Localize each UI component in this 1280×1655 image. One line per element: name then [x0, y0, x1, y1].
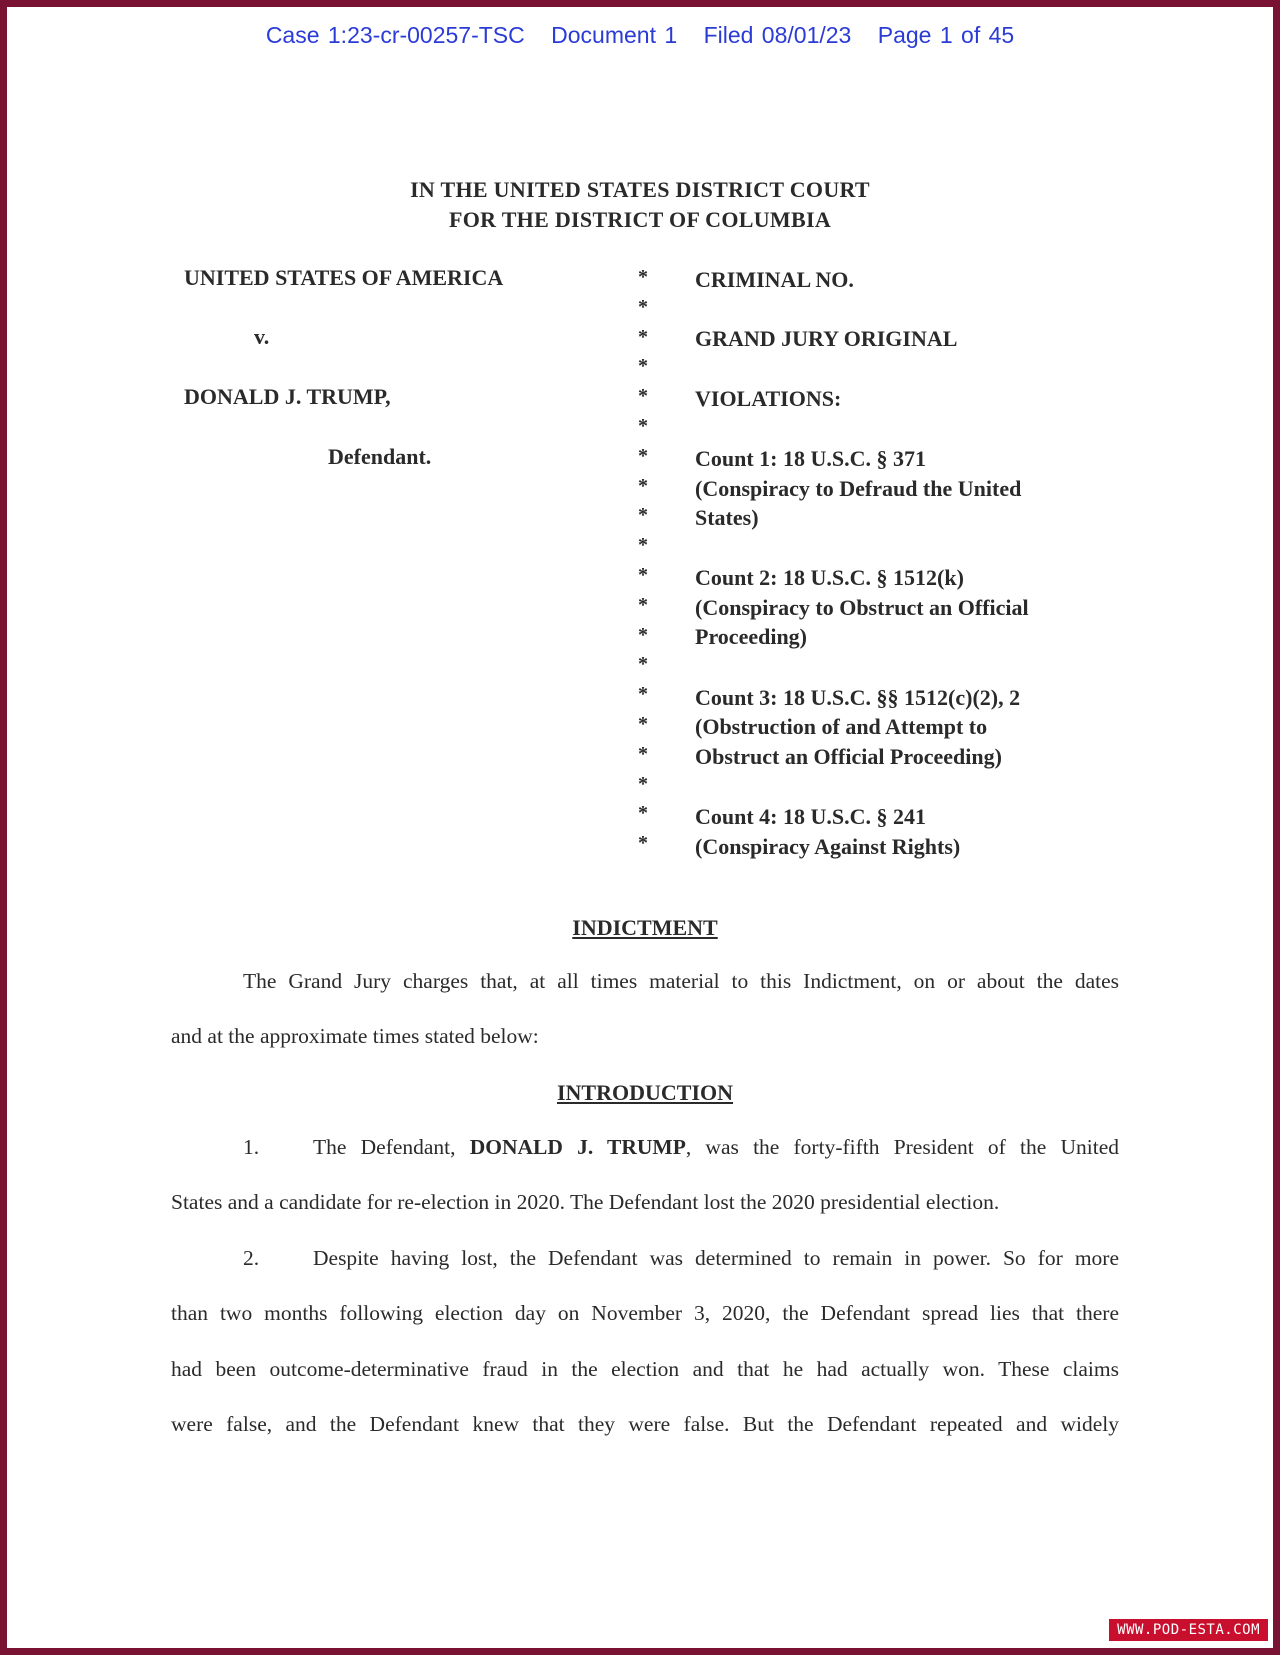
paragraph-2-text-1: Despite having lost, the Defendant was determined to remain in power. So for more	[313, 1246, 1119, 1270]
star: *	[638, 266, 648, 288]
star: *	[638, 355, 648, 378]
paragraph-2-line-1	[171, 1231, 1119, 1287]
count-2-desc-1: (Conspiracy to Obstruct an Official	[695, 595, 1029, 620]
caption-star-column	[636, 266, 650, 862]
star: *	[638, 295, 648, 318]
court-line-1: IN THE UNITED STATES DISTRICT COURT	[410, 177, 870, 202]
paragraph-1-line-2: States and a candidate for re-election in 2020. The Defendant lost the 2020 presidential election.	[171, 1190, 1000, 1214]
paragraph-1-post: , was the forty-fifth President of the United	[685, 1135, 1119, 1159]
star: *	[638, 712, 648, 735]
count-3-desc-2: Obstruct an Official Proceeding)	[695, 744, 1002, 769]
paragraph-2-number: 2.	[243, 1246, 260, 1270]
star: *	[638, 444, 648, 467]
page-number: Page 1 of 45	[877, 22, 1015, 48]
paragraph-2-line-3: had been outcome-determinative fraud in the election and that he had actually won. These claims	[171, 1357, 1119, 1381]
count-2-title: Count 2: 18 U.S.C. § 1512(k)	[695, 565, 964, 590]
star: *	[638, 593, 648, 616]
paragraph-2-line-2: than two months following election day on November 3, 2020, the Defendant spread lies that there	[171, 1301, 1119, 1325]
filed-date: Filed 08/01/23	[703, 22, 852, 48]
star: *	[638, 653, 648, 676]
star: *	[638, 832, 648, 855]
star: *	[638, 504, 648, 527]
star: *	[638, 623, 648, 646]
indictment-text-1: The Grand Jury charges that, at all times material to this Indictment, on or about the dates	[243, 969, 1119, 993]
court-line-2: FOR THE DISTRICT OF COLUMBIA	[448, 207, 832, 232]
count-4-title: Count 4: 18 U.S.C. § 241	[695, 804, 927, 829]
case-header	[0, 22, 1280, 49]
case-number: Case 1:23-cr-00257-TSC	[265, 22, 525, 48]
count-4-desc-1: (Conspiracy Against Rights)	[695, 834, 961, 859]
indictment-heading: INDICTMENT	[572, 915, 718, 940]
court-title	[0, 175, 1280, 235]
grand-jury-original: GRAND JURY ORIGINAL	[695, 326, 958, 351]
star: *	[638, 772, 648, 795]
introduction-heading: INTRODUCTION	[556, 1080, 734, 1105]
count-1-title: Count 1: 18 U.S.C. § 371	[695, 446, 927, 471]
star: *	[638, 385, 648, 408]
count-3-title: Count 3: 18 U.S.C. §§ 1512(c)(2), 2	[695, 685, 1021, 710]
paragraph-2-line-4: were false, and the Defendant knew that they were false. But the Defendant repeated and widely	[171, 1412, 1119, 1436]
count-1-desc-1: (Conspiracy to Defraud the United	[695, 476, 1022, 501]
versus: v.	[254, 324, 270, 349]
star: *	[638, 414, 648, 437]
star: *	[638, 474, 648, 497]
star: *	[638, 802, 648, 825]
paragraph-1-pre: The Defendant,	[313, 1135, 470, 1159]
plaintiff: UNITED STATES OF AMERICA	[184, 265, 504, 290]
violations-label: VIOLATIONS:	[695, 386, 842, 411]
watermark: WWW.POD-ESTA.COM	[1109, 1619, 1268, 1641]
paragraph-1-line-1	[171, 1120, 1119, 1176]
paragraph-1-number: 1.	[243, 1135, 260, 1159]
indictment-preamble-line-2: and at the approximate times stated below:	[171, 1024, 539, 1048]
indictment-preamble-line-1	[171, 954, 1119, 1010]
count-1-desc-2: States)	[695, 505, 759, 530]
criminal-number: CRIMINAL NO.	[695, 267, 854, 292]
document-number: Document 1	[551, 22, 678, 48]
star: *	[638, 563, 648, 586]
defendant-label: Defendant.	[328, 444, 432, 469]
star: *	[638, 534, 648, 557]
defendant-name: DONALD J. TRUMP,	[184, 384, 391, 409]
star: *	[638, 742, 648, 765]
star: *	[638, 325, 648, 348]
count-3-desc-1: (Obstruction of and Attempt to	[695, 714, 988, 739]
count-2-desc-2: Proceeding)	[695, 624, 808, 649]
defendant-name-bold: DONALD J. TRUMP	[469, 1135, 686, 1159]
star: *	[638, 683, 648, 706]
